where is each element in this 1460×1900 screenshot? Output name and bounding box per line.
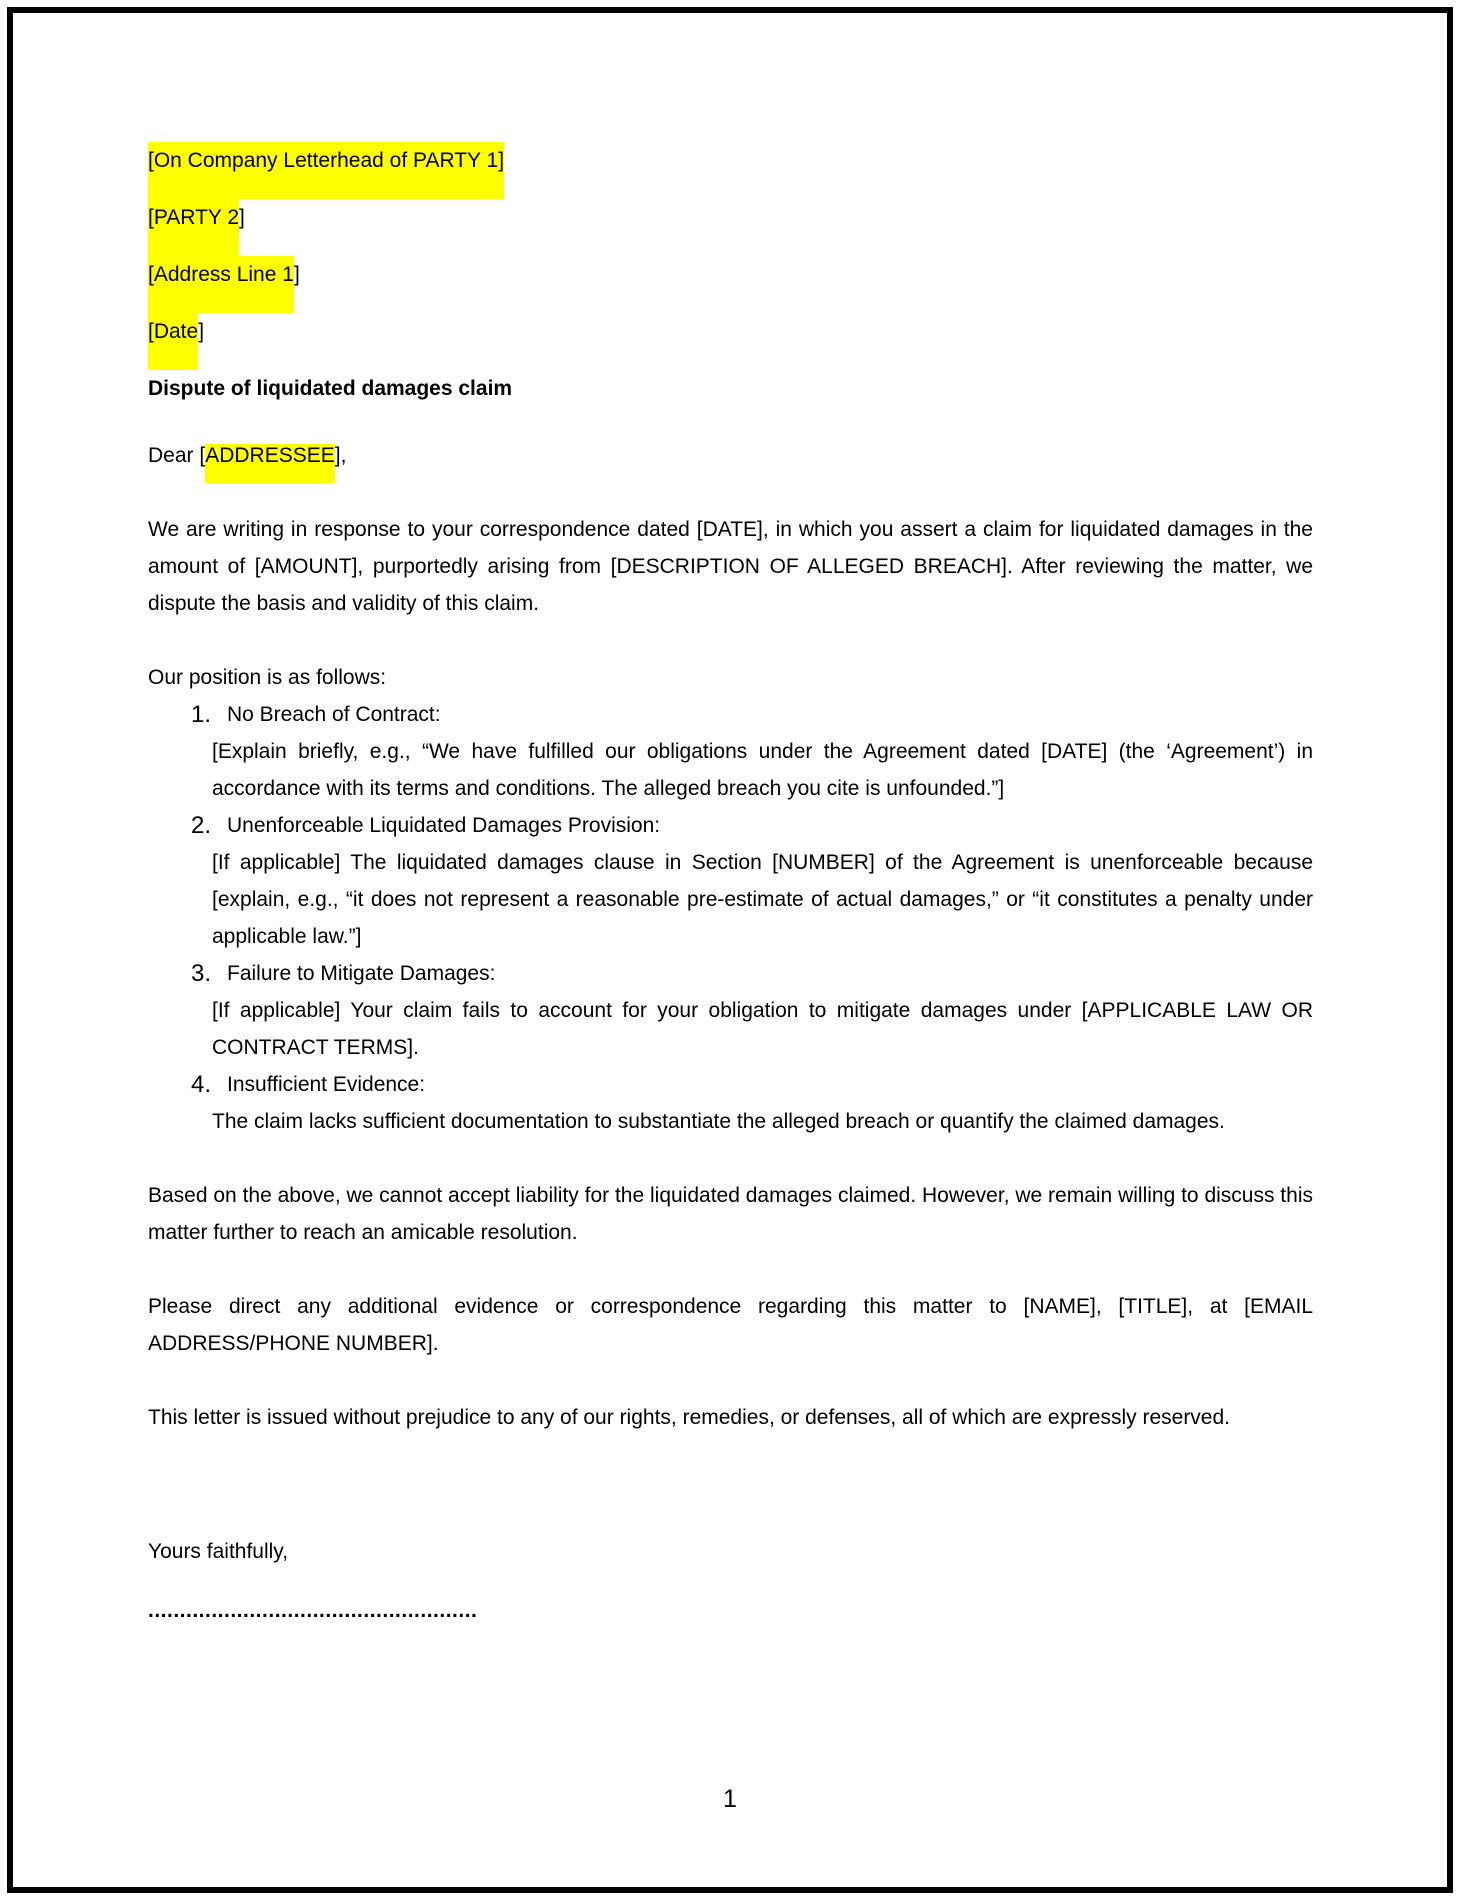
body-paragraph-3: Please direct any additional evidence or correspondence regarding this matter to [NAME], [TITLE], at [EMAIL ADDRESS/PHONE NUMBER]. <box>148 1295 1313 1355</box>
list-item-3 <box>148 955 1313 1066</box>
salutation-suffix: ], <box>334 444 347 467</box>
address-placeholder-highlight: [Address Line 1 <box>148 256 294 313</box>
signature-dotted-line: .................................................... <box>148 1599 478 1622</box>
list-item-heading <box>148 1066 1313 1103</box>
list-item-2 <box>148 807 1313 955</box>
body-paragraph-4: This letter is issued without prejudice to any of our rights, remedies, or defenses, all of which are expressly reserved. <box>148 1406 1231 1429</box>
list-item-4 <box>148 1066 1313 1140</box>
list-item-number: 4. <box>191 1071 212 1098</box>
valediction: Yours faithfully, <box>148 1540 289 1563</box>
list-item-body: [If applicable] The liquidated damages clause in Section [NUMBER] of the Agreement is unenforceable because [explain, e.g., “it does not represent a reasonable pre-estimate of actual damages,” or “it constitutes a penalty under applicable law.”] <box>212 851 1313 948</box>
addressee-placeholder-highlight: ADDRESSEE <box>205 444 335 467</box>
list-item-body: [If applicable] Your claim fails to account for your obligation to mitigate damages under [APPLICABLE LAW OR CONTRACT TERMS]. <box>212 999 1313 1059</box>
party2-placeholder-row <box>148 199 1313 256</box>
list-item-heading <box>148 696 1313 733</box>
letterhead-placeholder-row <box>148 142 1313 199</box>
date-placeholder-after: ] <box>198 320 205 343</box>
list-item-title: No Breach of Contract: <box>227 703 441 726</box>
date-placeholder-highlight: [Date <box>148 313 198 370</box>
party2-placeholder-after: ] <box>239 206 245 229</box>
list-item-body: [Explain briefly, e.g., “We have fulfilled our obligations under the Agreement dated [DATE] (the ‘Agreement’) in accordance with its terms and conditions. The alleged breach you cite is unfounded.”] <box>212 740 1313 800</box>
body-paragraph-2: Based on the above, we cannot accept liability for the liquidated damages claimed. However, we remain willing to discuss this matter further to reach an amicable resolution. <box>148 1184 1313 1244</box>
position-intro: Our position is as follows: <box>148 666 387 689</box>
body-paragraph-1: We are writing in response to your correspondence dated [DATE], in which you assert a claim for liquidated damages in the amount of [AMOUNT], purportedly arising from [DESCRIPTION OF ALLEGED BREACH]. After reviewing the matter, we dispute the basis and validity of this claim. <box>148 518 1313 615</box>
page-number: 1 <box>723 1785 737 1813</box>
list-item-title: Failure to Mitigate Damages: <box>227 962 496 985</box>
list-item-number: 1. <box>191 701 212 728</box>
list-item-title: Unenforceable Liquidated Damages Provision: <box>227 814 661 837</box>
address-placeholder-after: ] <box>293 263 300 286</box>
address-placeholder-row <box>148 256 1313 313</box>
numbered-list <box>148 696 1313 1140</box>
list-item-number: 2. <box>191 812 212 839</box>
list-item-number: 3. <box>191 960 212 987</box>
party2-placeholder-highlight: [PARTY 2 <box>148 199 239 256</box>
date-placeholder-row <box>148 313 1313 370</box>
letter-document <box>148 142 1313 1629</box>
salutation <box>148 437 1313 474</box>
list-item-1 <box>148 696 1313 807</box>
subject-line: Dispute of liquidated damages claim <box>148 377 513 400</box>
letterhead-placeholder-highlight: [On Company Letterhead of PARTY 1] <box>148 142 504 199</box>
list-item-heading <box>148 955 1313 992</box>
list-item-body: The claim lacks sufficient documentation to substantiate the alleged breach or quantify the claimed damages. <box>212 1110 1225 1133</box>
list-item-title: Insufficient Evidence: <box>227 1073 426 1096</box>
list-item-heading <box>148 807 1313 844</box>
salutation-prefix: Dear [ <box>148 444 206 467</box>
